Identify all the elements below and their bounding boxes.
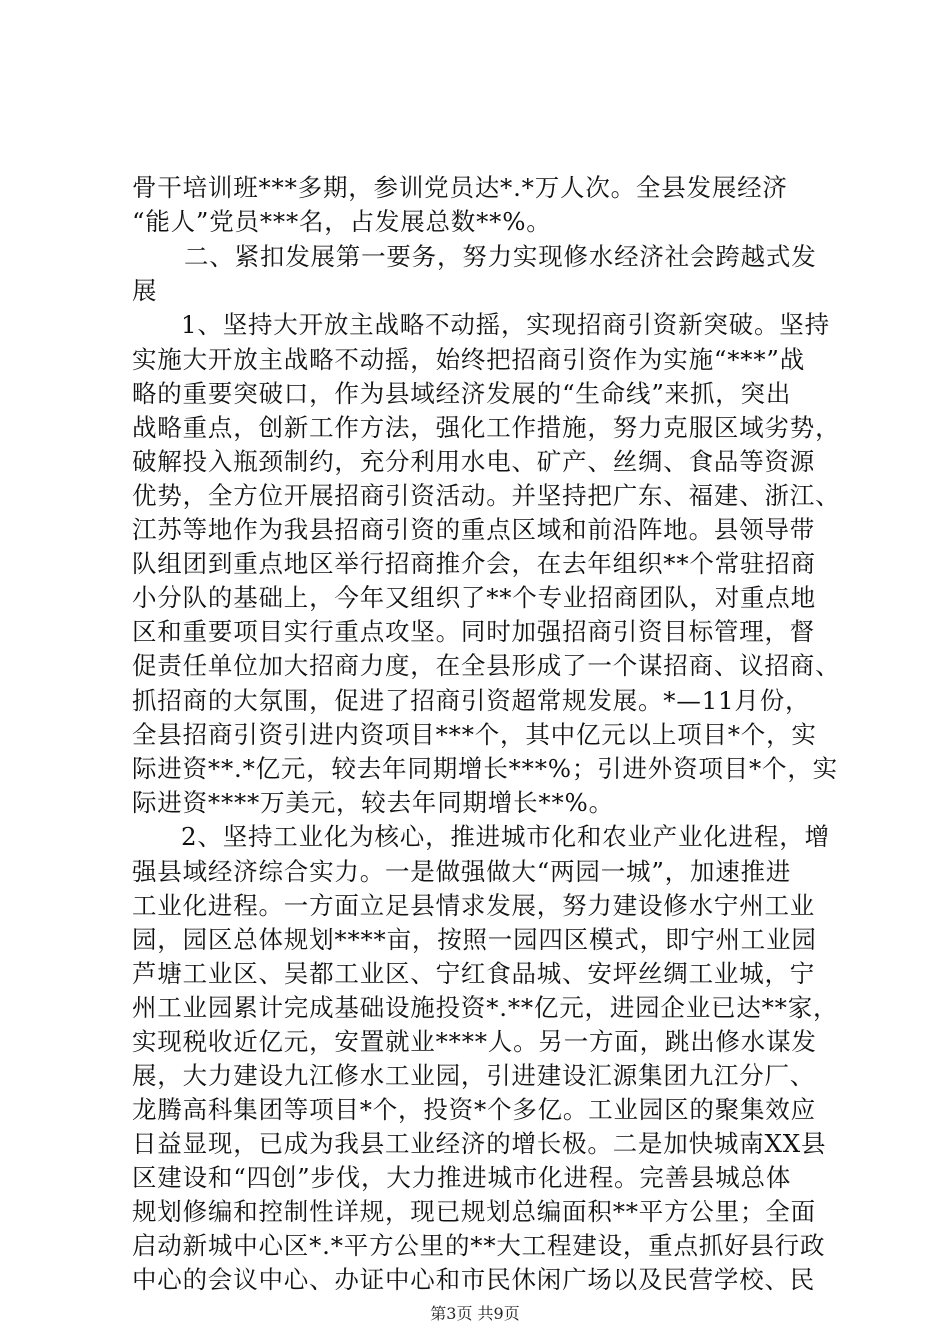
text-line: 园，园区总体规划****亩，按照一园四区模式，即宁州工业园 — [132, 925, 817, 954]
text-line: 实施大开放主战略不动摇，始终把招商引资作为实施“***”战 — [132, 345, 805, 374]
text-line: 破解投入瓶颈制约，充分利用水电、矿产、丝绸、食品等资源 — [132, 447, 816, 476]
text-line: 区和重要项目实行重点攻坚。同时加强招商引资目标管理，督 — [132, 617, 816, 646]
text-line: 芦塘工业区、吴都工业区、宁红食品城、安坪丝绸工业城，宁 — [132, 959, 816, 988]
section-heading-continued: 展 — [132, 276, 158, 305]
text-line: 强县域经济综合实力。一是做强做大“两园一城”，加速推进 — [132, 857, 792, 886]
text-line: 际进资**.*亿元，较去年同期增长***%；引进外资项目*个，实 — [132, 754, 838, 783]
text-line: 队组团到重点地区举行招商推介会，在去年组织**个常驻招商 — [132, 549, 816, 578]
text-line: 工业化进程。一方面立足县情求发展，努力建设修水宁州工业 — [132, 891, 816, 920]
text-line: 骨干培训班***多期，参训党员达*.*万人次。全县发展经济 — [132, 173, 788, 202]
section-heading: 二、紧扣发展第一要务，努力实现修水经济社会跨越式发 — [184, 242, 817, 271]
text-line: 1、坚持大开放主战略不动摇，实现招商引资新突破。坚持 — [181, 310, 830, 339]
text-line: 促责任单位加大招商力度，在全县形成了一个谋招商、议招商、 — [132, 651, 841, 680]
text-line: 州工业园累计完成基础设施投资*.**亿元，进园企业已达**家， — [132, 993, 839, 1022]
text-line: 江苏等地作为我县招商引资的重点区域和前沿阵地。县领导带 — [132, 515, 816, 544]
text-line: 日益显现，已成为我县工业经济的增长极。二是加快城南XX县 — [132, 1129, 827, 1158]
text-line: 际进资****万美元，较去年同期增长**%。 — [132, 788, 614, 817]
text-line: 启动新城中心区*.*平方公里的**大工程建设，重点抓好县行政 — [132, 1231, 826, 1260]
text-line: “能人”党员***名，占发展总数**%。 — [132, 207, 552, 236]
text-line: 龙腾高科集团等项目*个，投资*个多亿。工业园区的聚集效应 — [132, 1095, 816, 1124]
text-line: 战略重点，创新工作方法，强化工作措施，努力克服区域劣势， — [132, 413, 841, 442]
text-line: 优势，全方位开展招商引资活动。并坚持把广东、福建、浙江、 — [132, 481, 841, 510]
page-number-footer: 第3页 共9页 — [430, 1304, 520, 1323]
text-line: 2、坚持工业化为核心，推进城市化和农业产业化进程，增 — [181, 822, 830, 851]
text-line: 展，大力建设九江修水工业园，引进建设汇源集团九江分厂、 — [132, 1061, 816, 1090]
text-line: 区建设和“四创”步伐，大力推进城市化进程。完善县城总体 — [132, 1163, 792, 1192]
text-line: 规划修编和控制性详规，现已规划总编面积**平方公里；全面 — [132, 1197, 816, 1226]
text-line: 全县招商引资引进内资项目***个，其中亿元以上项目*个，实 — [132, 720, 817, 749]
text-line: 小分队的基础上，今年又组织了**个专业招商团队，对重点地 — [132, 583, 816, 612]
text-line: 抓招商的大氛围，促进了招商引资超常规发展。*—11月份， — [132, 686, 811, 715]
text-line: 中心的会议中心、办证中心和市民休闲广场以及民营学校、民 — [132, 1265, 816, 1294]
text-line: 实现税收近亿元，安置就业****人。另一方面，跳出修水谋发 — [132, 1027, 817, 1056]
text-line: 略的重要突破口，作为县域经济发展的“生命线”来抓，突出 — [132, 379, 792, 408]
